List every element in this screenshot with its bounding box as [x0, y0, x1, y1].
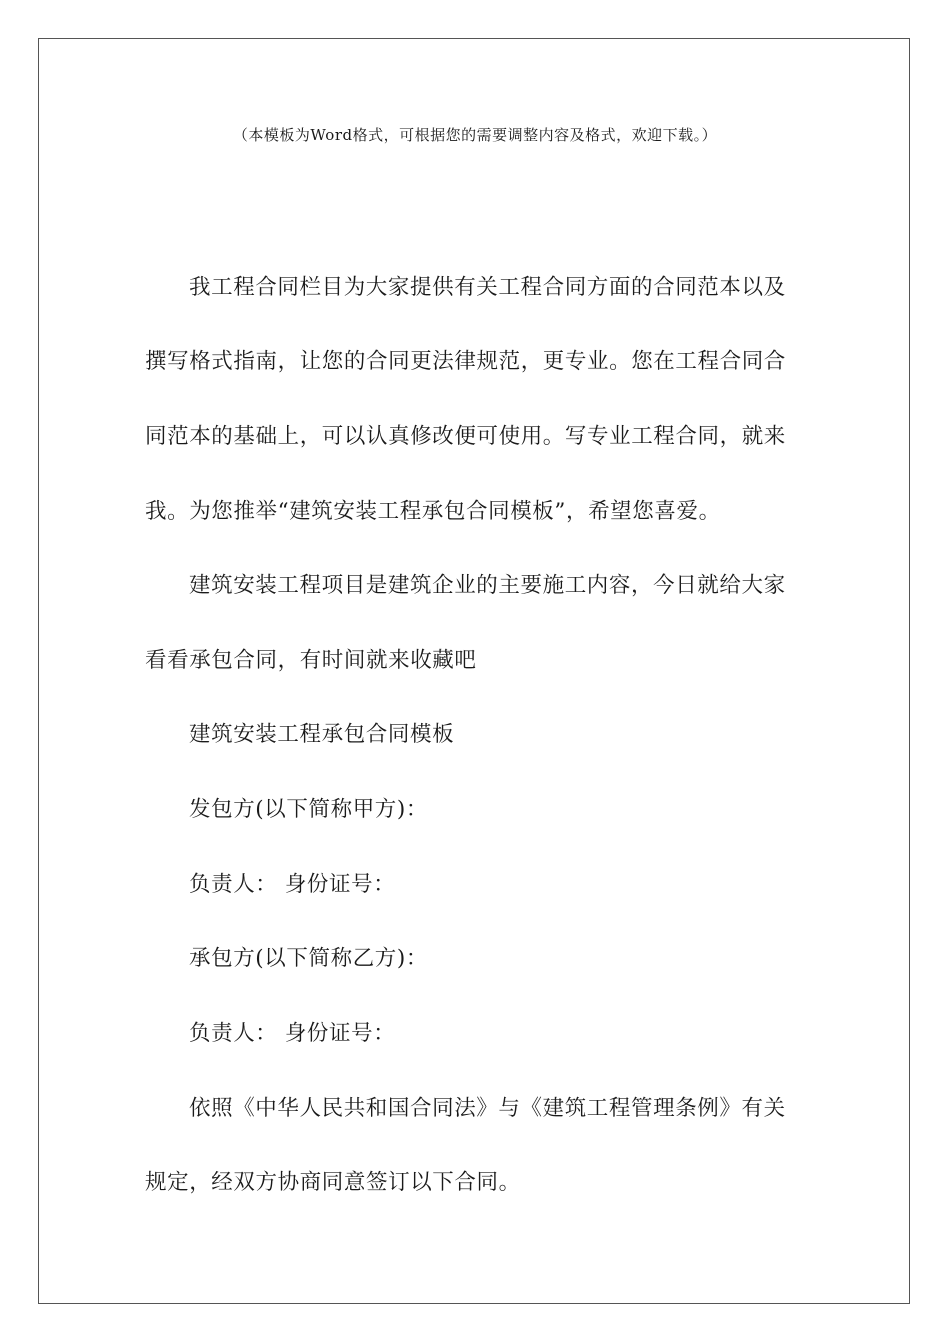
- contract-title: 建筑安装工程承包合同模板: [189, 722, 455, 747]
- intro-line-1: 我工程合同栏目为大家提供有关工程合同方面的合同范本以及: [189, 275, 786, 300]
- project-line-1: 建筑安装工程项目是建筑企业的主要施工内容，今日就给大家: [189, 573, 786, 598]
- party-a-responsible: 负责人： 身份证号：: [189, 872, 396, 897]
- intro-line-4: 我。为您推举“建筑安装工程承包合同模板”，希望您喜爱。: [145, 499, 721, 524]
- template-note: （本模板为Word格式，可根据您的需要调整内容及格式，欢迎下载。）: [232, 126, 718, 144]
- basis-line-1: 依照《中华人民共和国合同法》与《建筑工程管理条例》有关: [189, 1096, 786, 1121]
- project-line-2: 看看承包合同，有时间就来收藏吧: [145, 648, 477, 673]
- basis-line-2: 规定，经双方协商同意签订以下合同。: [145, 1170, 521, 1195]
- party-a-label: 发包方(以下简称甲方)：: [189, 797, 428, 822]
- party-b-label: 承包方(以下简称乙方)：: [189, 946, 428, 971]
- party-b-responsible: 负责人： 身份证号：: [189, 1021, 396, 1046]
- intro-line-2: 撰写格式指南，让您的合同更法律规范，更专业。您在工程合同合: [145, 349, 786, 374]
- intro-line-3: 同范本的基础上，可以认真修改便可使用。写专业工程合同，就来: [145, 424, 786, 449]
